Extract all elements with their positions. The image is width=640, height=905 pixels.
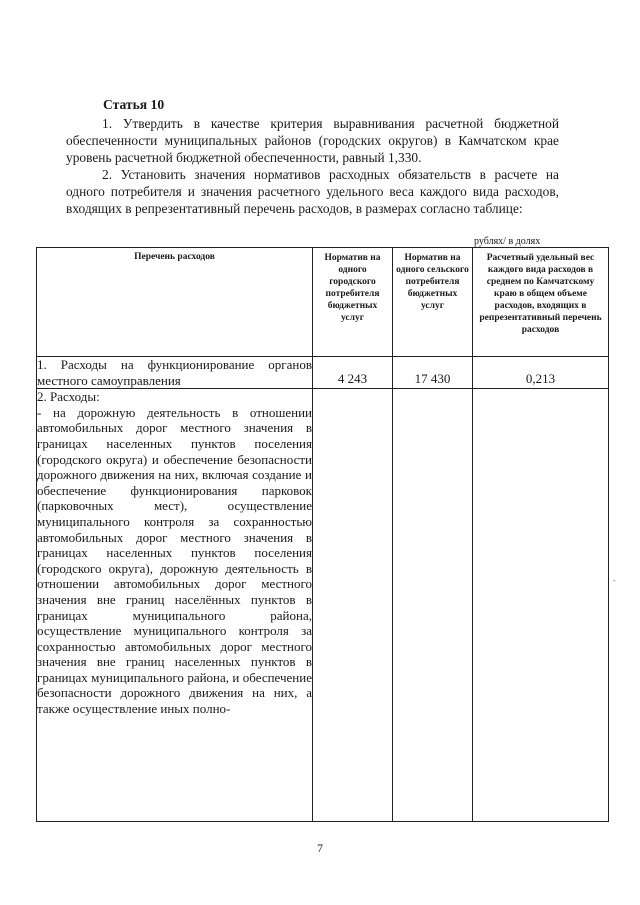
- header-share: Расчетный удельный вес каждого вида расходов в среднем по Камчатскому краю в общем объеме расходов, входящих в репрезентативный перечень расходов: [473, 248, 609, 357]
- table-row: [37, 357, 609, 389]
- margin-mark: -: [613, 576, 616, 585]
- expense-table: [36, 247, 609, 822]
- units-note: рублях/ в долях: [474, 236, 541, 247]
- article-title: Статья 10: [103, 97, 165, 112]
- row-2-name: 2. Расходы:: [37, 389, 100, 405]
- table-row: [37, 389, 609, 822]
- row-1-share: 0,213: [473, 357, 609, 389]
- paragraph-1: 1. Утвердить в качестве критерия выравнивания расчетной бюджетной обеспеченности муниципальных районов (городских округов) в Камчатском крае уровень расчетной бюджетной обеспеченности, равный 1,330.: [66, 116, 559, 165]
- row-2-name-cell: [37, 389, 313, 822]
- row-2-urban: [313, 389, 393, 822]
- table-header-row: [37, 248, 609, 357]
- row-2-rural: [393, 389, 473, 822]
- page-number: 7: [317, 841, 323, 855]
- row-1-rural: 17 430: [393, 357, 473, 389]
- header-rural-norm: Норматив на одного сельского потребителя бюджетных услуг: [393, 248, 473, 357]
- header-urban-norm: Норматив на одного городского потребителя бюджетных услуг: [313, 248, 393, 357]
- row-1-urban: 4 243: [313, 357, 393, 389]
- row-2-description: - на дорожную деятельность в отношении автомобильных дорог местного значения в границах населенных пунктов поселения (городского округа) и обеспечение безопасности дорожного движения на них, включая создание и обеспечение функционирования парковок (парковочных мест), осуществление муниципального контроля за сохранностью автомобильных дорог местного значения в границах населенных пунктов поселения (городского округа), дорожную деятельность в отношении автомобильных дорог местного значения вне границ населённых пунктов в границах муниципального района, осуществление муниципального контроля за сохранностью автомобильных дорог местного значения вне границ населенных пунктов в границах муниципального района, и обеспечение безопасности дорожного движения на них, а также осуществление иных полно-: [37, 404, 312, 717]
- paragraph-2: 2. Установить значения нормативов расходных обязательств в расчете на одного потребителя и значения расчетного удельного веса каждого вида расходов, входящих в репрезентативный перечень расходов, в размерах согласно таблице:: [66, 167, 559, 216]
- header-expense-list: Перечень расходов: [37, 248, 313, 357]
- row-2-share: [473, 389, 609, 822]
- row-1-name: 1. Расходы на функционирование органов местного самоуправления: [37, 357, 312, 388]
